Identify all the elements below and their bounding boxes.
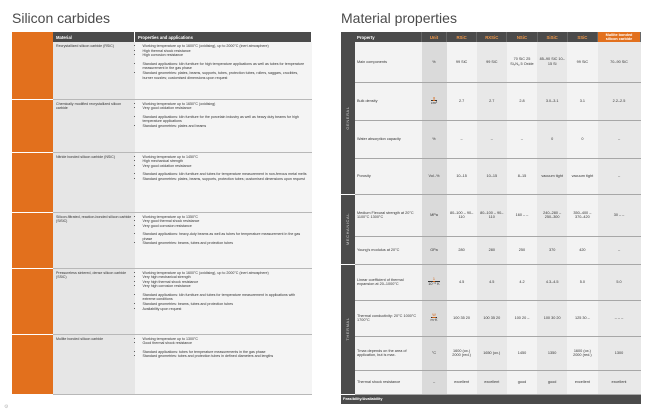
accent-header-cell [12,32,53,42]
properties-cell: • Working temperature up to 1450°C • High mechanical strength • Very good oxidation resistance • Standard applications: kiln furniture and tubes for temperature measurement in non-ferrous metal melts • Standard geometries: plates, beams, supports, protection tubes; customised dimensions upon request [135,152,312,212]
properties-cell: • Working temperature up to 1350°C • Very good thermal shock resistance • Very good corrosion resistance • Standard applications: heavy-duty beams as well as tubes for temperature measurement in the gas phase • Standard geometries: beams, tubes and protection tubes [135,212,312,268]
group-general: GENERAL [341,42,355,194]
ssic-column-header: SSiC [567,32,597,42]
table-row [12,152,312,212]
table-row [12,212,312,268]
group-mechanical: MECHANICAL [341,194,355,264]
silicon-carbides-table [12,32,312,395]
material-name: Nitride bonded silicon carbide (NSiC) [53,152,135,212]
properties-cell: • Working temperature up to 1300°C • Good thermal shock resistance • Standard applications: tubes for temperature measurements in the gas phase • Standard geometries: tubes and protection tubes in defined diameters and lengths [135,334,312,394]
table-row [12,334,312,394]
properties-cell: • Working temperature up to 1600°C (oxidising), up to 2000°C (inert atmosphere) • High thermal shock resistance • High corrosion resistance • Standard applications: kiln furniture for high temperature applications as well as tubes for temperature measurement in the gas phase • Standard geometries: plates, beams, supports, tubes, protection tubes, rollers, saggars, crucibles, burner nozzles; customised dimensions upon request [135,42,312,99]
left-page-title: Silicon carbides [12,10,111,26]
sisic-column-header: SiSiC [537,32,567,42]
property-column-header: Property [355,32,422,42]
table-row: Tmax depends on the area of application, but is max. °C 1600 (ox.) 2000 (red.) 1650 (ox.) 1450 1350 1600 (ox.) 2000 (red.) 1300 [341,336,641,370]
table-row: Bulk density $\frac{g}{\text{cm³}}$ 2.7 2.7 2.8 3.0–3.1 3.1 2.2–2.5 [341,82,641,120]
table-row: Porosity Vol.-% 10–15 10–15 8–15 vacuum tight vacuum tight – [341,158,641,194]
gear-icon: ⚙ [4,404,9,410]
nsic-column-header: NSiC [507,32,537,42]
material-name: Mullite bonded silicon carbide [53,334,135,394]
material-name: Recrystallized silicon carbide (RSiC) [53,42,135,99]
feasibility-row [341,394,641,404]
table-row: Water absorption capacity % – – – 0 0 – [341,120,641,158]
material-column-header: Material [53,32,135,42]
table-row: Young's modulus at 20°C GPa 280 280 250 370 420 – [341,236,641,264]
table-row: Thermal conductivity: 20°C 1000°C 1700°C $\frac{W}{m\cdot K}$ 100 35 20 100 35 20 100 20 – 100 30 20 125 30 – – – – [341,300,641,336]
table-row [12,268,312,334]
properties-cell: • Working temperature up to 1650°C (oxidising) • Very good oxidation resistance • Standard applications: kiln furniture for the porcelain industry as well as heavy duty beams for high temperature applications • Standard geometries: plates and beams [135,99,312,152]
properties-cell: • Working temperature up to 1600°C (oxidising), up to 2000°C (inert atmosphere) • Very high mechanical strength • Very high thermal shock resistance • Very high corrosion resistance • Standard applications: kiln furniture and tubes for temperature measurement in applications with extreme conditions • Standard geometries: beams, tubes and protection tubes • Availability upon request [135,268,312,334]
feasibility-label: Feasibility/Availability [341,394,641,404]
material-name: Pressureless sintered, dense silicon carbide (SSiC) [53,268,135,334]
properties-column-header: Properties and applications [135,32,312,42]
table-row: THERMAL Linear coefficient of thermal expansion at 20–1000°C $\frac{1}{\text{10⁻⁶ K}}$ 4.5 4.5 4.2 4.3–4.5 5.0 5.0 [341,264,641,300]
rxsic-column-header: RXSiC [477,32,507,42]
material-name: Silicon-filtrated, reaction-bonded silicon carbide (SiSiC) [53,212,135,268]
table-row [12,42,312,99]
material-name: Chemically modified recrystallized silicon carbide [53,99,135,152]
group-thermal: THERMAL [341,264,355,394]
unit-column-header: Unit [422,32,447,42]
table-row: MECHANICAL Medium Flexural strength at 20°C 1100°C 1300°C MPa 80–100 – 90–110 80–100 – 90–110 160 – – 240–280 – 250–300 350–400 – 370–420 30 – – [341,194,641,236]
mullite-column-header: Mullite bonded silicon carbide [598,32,641,42]
table-row [12,99,312,152]
table-row: GENERAL Main components % 99 SiC 99 SiC 70 SiC 25 Si₃N₄ 5 Oxide 85–90 SiC 10–15 Si 99 SiC 70–90 SiC [341,42,641,82]
right-page-title: Material properties [341,10,457,26]
rsic-column-header: RSiC [447,32,477,42]
material-properties-table [341,32,641,404]
table-row: Thermal shock resistance – excellent excellent good good excellent excellent [341,370,641,394]
